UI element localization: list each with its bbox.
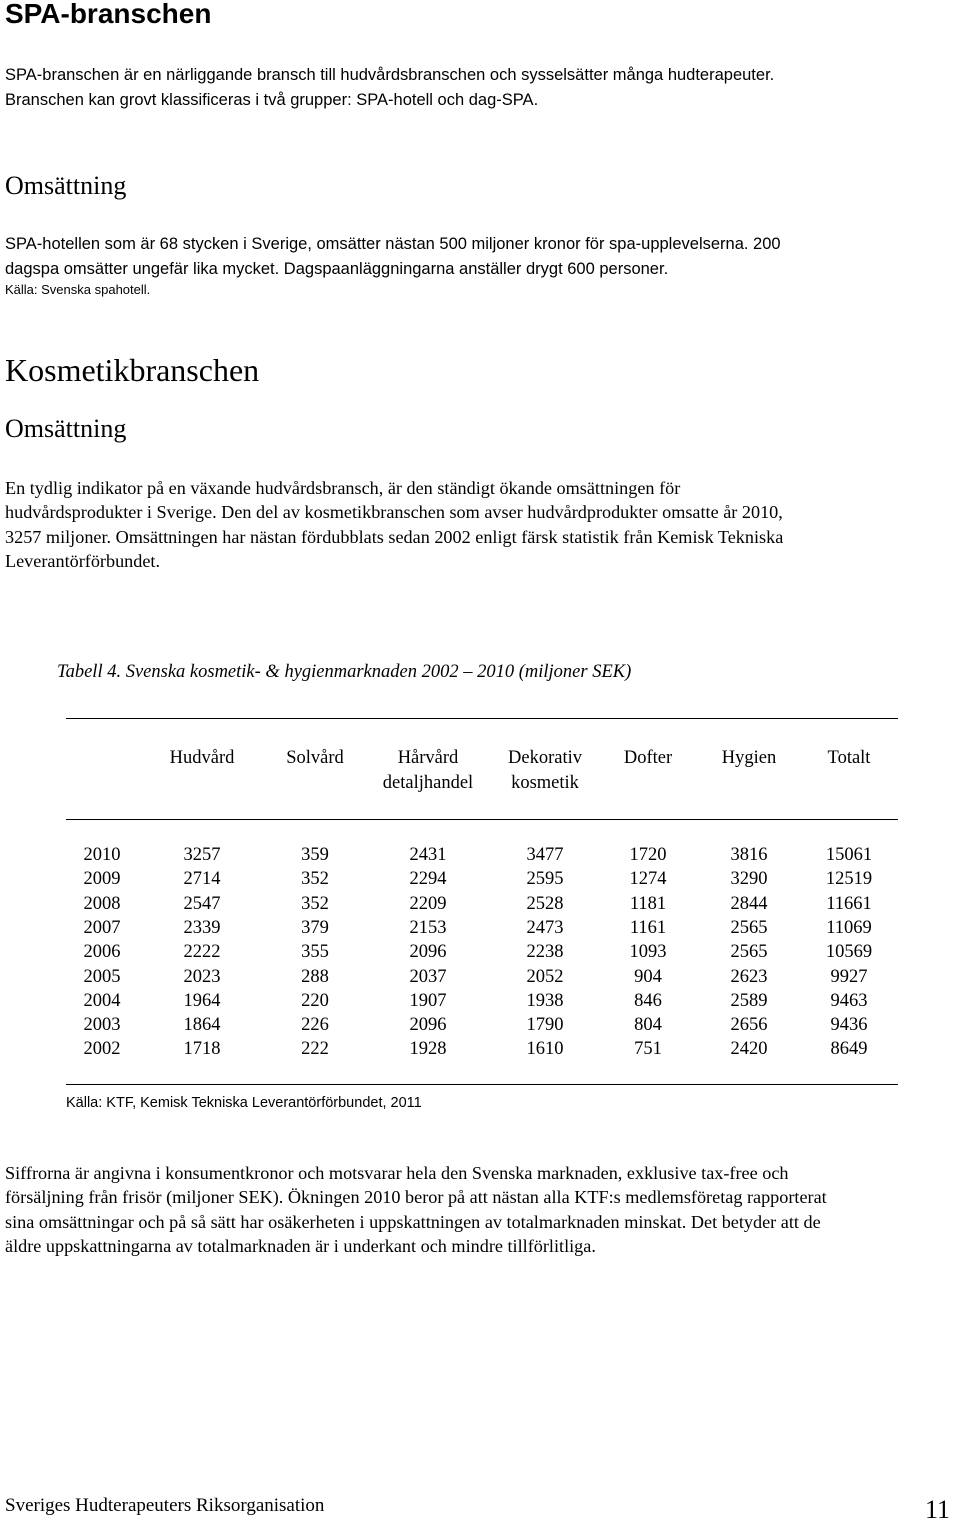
- table-cell: 804: [634, 1015, 662, 1036]
- table-cell: 904: [634, 966, 662, 987]
- col-header-line: Hudvård: [169, 748, 235, 768]
- table-cell: 1093: [629, 942, 667, 963]
- table-cell: 751: [634, 1039, 662, 1060]
- table-cell: 2656: [730, 1015, 768, 1036]
- table-cell: 2595: [526, 869, 564, 890]
- table-cell: 2623: [730, 966, 768, 987]
- table-source: Källa: KTF, Kemisk Tekniska Leverantörförbundet, 2011: [66, 1095, 422, 1111]
- table-cell-year: 2009: [83, 869, 121, 890]
- table-cell: 2037: [409, 966, 447, 987]
- table-cell: 3816: [730, 845, 768, 865]
- spa-intro-line: Branschen kan grovt klassificeras i två grupper: SPA-hotell och dag-SPA.: [5, 90, 539, 109]
- table-row: [0, 940, 960, 964]
- table-cell: 2565: [730, 942, 768, 963]
- col-header-hygien: [722, 746, 776, 771]
- table-cell-year: 2002: [83, 1039, 121, 1060]
- kosmetik-body-line: En tydlig indikator på en växande hudvårdsbransch, är den ständigt ökande omsättningen för: [5, 478, 681, 498]
- closing-line: Siffrorna är angivna i konsumentkronor och motsvarar hela den Svenska marknaden, exklusive tax-free och: [5, 1163, 789, 1183]
- table-cell: 2096: [409, 942, 447, 963]
- spa-intro-line: SPA-branschen är en närliggande bransch till hudvårdsbranschen och sysselsätter många hudterapeuter.: [5, 66, 775, 84]
- table-cell: 359: [301, 845, 329, 865]
- spa-source: Källa: Svenska spahotell.: [5, 282, 151, 297]
- col-header-line: Dekorativ: [508, 748, 582, 768]
- spa-subtitle: Omsättning: [5, 171, 127, 200]
- table-cell: 11661: [826, 893, 872, 914]
- table-row: [0, 843, 960, 867]
- col-header-line: Hårvård: [397, 748, 459, 768]
- table-cell: 2528: [526, 893, 564, 914]
- table-cell: 2565: [730, 917, 768, 938]
- table-cell: 2096: [409, 1015, 447, 1036]
- table-cell: 1610: [526, 1039, 564, 1060]
- table-cell: 1274: [629, 869, 667, 890]
- table-cell: 2473: [526, 917, 564, 938]
- table-cell: 1161: [629, 917, 667, 938]
- table-cell-year: 2006: [83, 942, 121, 963]
- col-header-line: Totalt: [827, 748, 871, 768]
- page-number: 11: [924, 1495, 950, 1524]
- table-row: [0, 989, 960, 1013]
- kosmetik-body: [5, 476, 783, 573]
- col-header-line: detaljhandel: [382, 772, 474, 793]
- col-header-dofter: [624, 746, 672, 771]
- table-cell: 3257: [183, 845, 221, 865]
- table-cell: 2420: [730, 1039, 768, 1060]
- table-cell: 2238: [526, 942, 564, 963]
- table-bottom-rule: [66, 1084, 898, 1085]
- table-row: [0, 892, 960, 916]
- spa-body-line: SPA-hotellen som är 68 stycken i Sverige, omsätter nästan 500 miljoner kronor för spa-upplevelserna. 200: [5, 235, 781, 253]
- table-cell-year: 2004: [83, 990, 121, 1011]
- spa-body: [5, 232, 781, 281]
- kosmetik-body-line: Leverantörförbundet.: [5, 550, 161, 571]
- table-cell: 9463: [830, 990, 868, 1011]
- table-cell: 220: [301, 990, 329, 1011]
- table-cell: 11069: [826, 917, 872, 938]
- table-cell: 2294: [409, 869, 447, 890]
- table-cell-year: 2010: [83, 845, 121, 865]
- kosmetik-body-line: 3257 miljoner. Omsättningen har nästan fördubblats sedan 2002 enligt färsk statistik från Kemisk Tekniska: [5, 526, 784, 547]
- table-cell: 846: [634, 990, 662, 1011]
- table-cell: 2222: [183, 942, 221, 963]
- table-row: [0, 1013, 960, 1037]
- table-cell: 2431: [409, 845, 447, 865]
- kosmetik-subtitle: Omsättning: [5, 414, 127, 443]
- table-cell: 1964: [183, 990, 221, 1011]
- table-cell: 2844: [730, 893, 768, 914]
- table-cell-year: 2008: [83, 893, 121, 914]
- col-header-line: Dofter: [623, 748, 673, 768]
- table-cell: 10569: [825, 942, 873, 963]
- table-cell: 1181: [629, 893, 667, 914]
- table-cell: 9436: [830, 1015, 868, 1036]
- col-header-totalt: [828, 746, 871, 771]
- table-cell: 1718: [183, 1039, 221, 1060]
- table-cell: 1790: [526, 1015, 564, 1036]
- table-cell: 9927: [830, 966, 868, 987]
- table-row: [0, 965, 960, 989]
- table-cell: 2714: [183, 869, 221, 890]
- table-cell: 352: [301, 869, 329, 890]
- closing-line: försäljning från frisör (miljoner SEK). Ökningen 2010 beror på att nästan alla KTF:s medlemsföretag rapporterat: [5, 1187, 827, 1208]
- col-header-hudvard: [170, 746, 235, 771]
- table-row: [0, 916, 960, 940]
- table-cell: 3477: [526, 845, 564, 865]
- spa-intro: [5, 63, 774, 112]
- table-caption: Tabell 4. Svenska kosmetik- & hygienmarknaden 2002 – 2010 (miljoner SEK): [57, 662, 632, 682]
- table-cell: 2547: [183, 893, 221, 914]
- kosmetik-title: Kosmetikbranschen: [5, 352, 260, 388]
- col-header-harvard: [383, 746, 473, 795]
- table-cell-year: 2003: [83, 1015, 121, 1036]
- footer-organisation: Sveriges Hudterapeuters Riksorganisation: [5, 1495, 325, 1516]
- table-header-rule: [66, 819, 898, 820]
- table-cell: 2052: [526, 966, 564, 987]
- table-cell: 2023: [183, 966, 221, 987]
- col-header-line: kosmetik: [511, 772, 579, 793]
- table-cell: 355: [301, 942, 329, 963]
- spa-title: SPA-branschen: [5, 0, 212, 29]
- closing-line: sina omsättningar och på så sätt har osäkerheten i uppskattningen av totalmarknaden minskat. Det betyder att de: [5, 1211, 821, 1232]
- kosmetik-body-line: hudvårdsprodukter i Sverige. Den del av kosmetikbranschen som avser hudvårdprodukter omsatte år 2010,: [5, 502, 783, 523]
- table-cell: 226: [301, 1015, 329, 1036]
- closing-line: äldre uppskattningarna av totalmarknaden är i underkant och mindre tillförlitliga.: [5, 1235, 596, 1256]
- col-header-dekorativ: [508, 746, 582, 795]
- col-header-solvard: [286, 746, 344, 771]
- table-cell-year: 2007: [83, 917, 121, 938]
- table-cell: 288: [301, 966, 329, 987]
- col-header-line: Hygien: [721, 748, 777, 768]
- table-cell: 12519: [825, 869, 873, 890]
- table-cell: 352: [301, 893, 329, 914]
- table-cell: 1907: [409, 990, 447, 1011]
- table-cell-year: 2005: [83, 966, 121, 987]
- table-cell: 1864: [183, 1015, 221, 1036]
- table-cell: 2209: [409, 893, 447, 914]
- table-top-rule: [66, 718, 898, 719]
- table-cell: 15061: [825, 845, 873, 865]
- table-cell: 2153: [409, 917, 447, 938]
- table-cell: 379: [301, 917, 329, 938]
- table-cell: 8649: [830, 1039, 868, 1060]
- table-cell: 1928: [409, 1039, 447, 1060]
- table-cell: 2589: [730, 990, 768, 1011]
- col-header-line: Solvård: [286, 748, 344, 768]
- spa-body-line: dagspa omsätter ungefär lika mycket. Dagspaanläggningarna anställer drygt 600 personer.: [5, 259, 669, 278]
- table-row: [0, 1037, 960, 1061]
- table-cell: 2339: [183, 917, 221, 938]
- table-cell: 1720: [629, 845, 667, 865]
- table-cell: 222: [301, 1039, 329, 1060]
- table-row: [0, 867, 960, 891]
- table-cell: 1938: [526, 990, 564, 1011]
- closing-paragraph: [5, 1161, 827, 1258]
- table-cell: 3290: [730, 869, 768, 890]
